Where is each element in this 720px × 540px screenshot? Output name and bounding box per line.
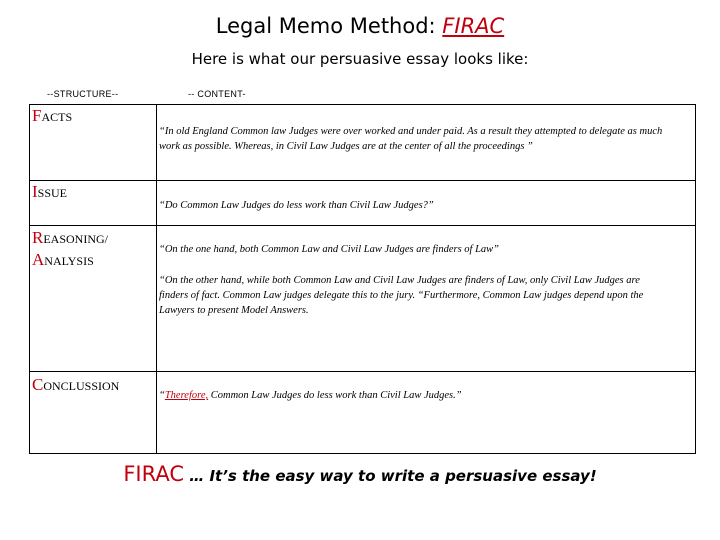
conclusion-open-quote: “ — [159, 390, 165, 401]
issue-rest: SSUE — [37, 186, 68, 200]
label-analysis — [32, 251, 94, 270]
issue-letter: I — [32, 182, 38, 201]
page-subtitle: Here is what our persuasive essay looks like: — [191, 50, 529, 68]
title-prefix: Legal Memo Method: — [215, 14, 443, 38]
conclusion-therefore: Therefore, — [164, 390, 209, 401]
facts-rest: ACTS — [41, 110, 73, 124]
content-facts: “In old England Common law Judges were over worked and under paid. As a result they attempted to delegate as much work as possible. Whereas, in Civil Law Judges are at the center of all the proceedings ” — [159, 126, 663, 152]
firac-table — [29, 104, 696, 454]
footer-tagline — [0, 462, 720, 486]
content-analysis: “On the other hand, while both Common Law and Civil Law Judges are finders of Law, only Civil Law Judges are finders of fact. Common Law judges delegate this to the jury. “Furthermore, Common Law judges depend upon the Lawyers to present Model Answers. — [159, 275, 644, 316]
facts-letter: F — [32, 106, 42, 125]
conclusion-rest: ONCLUSSION — [43, 379, 120, 393]
conclusion-text: Common Law Judges do less work than Civil Law Judges.” — [208, 390, 462, 401]
row-divider — [30, 225, 695, 226]
content-header: -- CONTENT- — [188, 89, 246, 99]
label-reasoning — [32, 229, 108, 248]
content-issue: “Do Common Law Judges do less work than Civil Law Judges?” — [159, 200, 434, 211]
column-divider — [156, 105, 157, 453]
content-conclusion — [159, 388, 669, 403]
analysis-letter: A — [32, 250, 45, 269]
label-facts — [32, 107, 72, 126]
title-accent: FIRAC — [442, 14, 505, 38]
footer-text: … It’s the easy way to write a persuasive essay! — [184, 467, 597, 485]
reasoning-rest: EASONING/ — [43, 232, 109, 246]
structure-header: --STRUCTURE-- — [47, 89, 119, 99]
row-divider — [30, 180, 695, 181]
analysis-rest: NALYSIS — [44, 254, 94, 268]
conclusion-letter: C — [32, 375, 44, 394]
page-title — [0, 14, 720, 38]
label-conclusion — [32, 376, 119, 395]
label-issue — [32, 183, 67, 202]
row-divider — [30, 371, 695, 372]
reasoning-letter: R — [32, 228, 44, 247]
content-reasoning: “On the one hand, both Common Law and Civil Law Judges are finders of Law” — [159, 244, 500, 255]
footer-brand: FIRAC — [123, 462, 185, 486]
